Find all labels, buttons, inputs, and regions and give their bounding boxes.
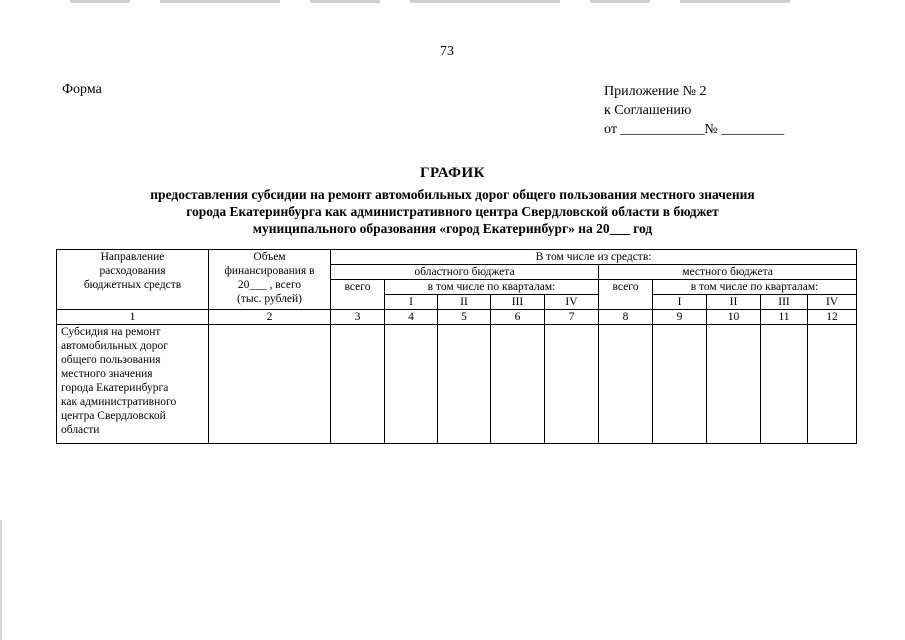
table-cell [599,325,653,444]
page-number: 73 [440,44,454,59]
local-budget-header: местного бюджета [599,265,857,280]
regional-budget-header: областного бюджета [331,265,599,280]
column-number: 6 [491,310,545,325]
appendix-line-2: к Соглашению [604,103,692,118]
row-label-subsidy: Субсидия на ремонт автомобильных дорог общего пользования местного значения города Екатеринбурга как административного центра Свердловской области [57,325,209,444]
appendix-block [604,82,784,139]
table-row [57,325,857,444]
column-number: 5 [438,310,491,325]
regional-quarters-header: в том числе по кварталам: [385,280,599,295]
local-q1: I [653,295,707,310]
title-line-3: муниципального образования «город Екатеринбург» на 20___ год [252,221,653,236]
column-number: 3 [331,310,385,325]
table-cell [761,325,808,444]
col1-header: Направление расходования бюджетных средств [57,250,209,310]
scan-artifact-top [70,0,800,4]
regional-q2: II [438,295,491,310]
title-main: ГРАФИК [419,165,486,181]
column-number: 9 [653,310,707,325]
local-quarters-header: в том числе по кварталам: [653,280,857,295]
column-number-row [57,310,857,325]
scan-artifact-left [0,520,2,640]
title-line-1: предоставления субсидии на ремонт автомобильных дорог общего пользования местного значения [150,187,755,202]
column-number: 8 [599,310,653,325]
schedule-table [56,249,857,444]
column-number: 10 [707,310,761,325]
group-header: В том числе из средств: [331,250,857,265]
table-cell [331,325,385,444]
column-number: 2 [209,310,331,325]
column-number: 4 [385,310,438,325]
table-cell [209,325,331,444]
table-cell [385,325,438,444]
local-total-header: всего [599,280,653,310]
column-number: 11 [761,310,808,325]
regional-total-header: всего [331,280,385,310]
title-line-2: города Екатеринбурга как административного центра Свердловской области в бюджет [186,204,719,219]
table-cell [438,325,491,444]
local-q3: III [761,295,808,310]
local-q4: IV [808,295,857,310]
col2-header: Объем финансирования в 20___ , всего (тыс. рублей) [209,250,331,310]
appendix-line-3: от ____________№ _________ [604,122,785,137]
local-q2: II [707,295,761,310]
column-number: 7 [545,310,599,325]
document-title [60,165,845,237]
table-cell [808,325,857,444]
form-label: Форма [62,82,102,97]
header-row-1 [57,250,857,265]
table-cell [707,325,761,444]
regional-q1: I [385,295,438,310]
table-cell [653,325,707,444]
column-number: 12 [808,310,857,325]
appendix-line-1: Приложение № 2 [604,84,707,99]
regional-q3: III [491,295,545,310]
table-cell [491,325,545,444]
column-number: 1 [57,310,209,325]
regional-q4: IV [545,295,599,310]
table-cell [545,325,599,444]
